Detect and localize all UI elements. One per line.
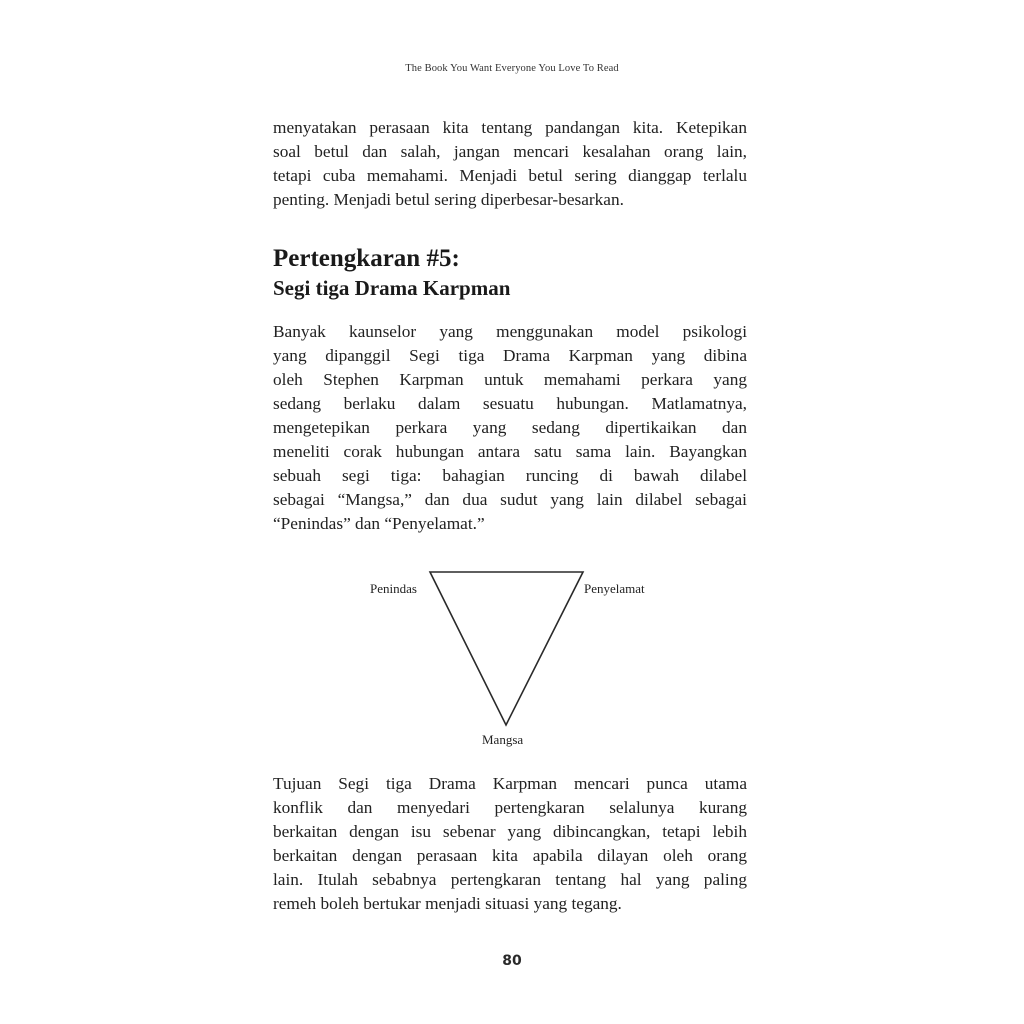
text-line: Tujuan Segi tiga Drama Karpman mencari punca utama <box>273 774 747 793</box>
text-line: sebagai “Mangsa,” dan dua sudut yang lain dilabel sebagai <box>273 490 747 509</box>
paragraph-purpose <box>273 772 747 916</box>
label-mangsa: Mangsa <box>482 732 524 747</box>
inverted-triangle <box>430 572 583 725</box>
text-line: berkaitan dengan perasaan kita apabila dilayan oleh orang <box>273 846 747 865</box>
paragraph-karpman-description <box>273 320 747 536</box>
text-line: lain. Itulah sebabnya pertengkaran tentang hal yang paling <box>273 870 747 889</box>
text-line: oleh Stephen Karpman untuk memahami perkara yang <box>273 370 747 389</box>
label-penyelamat: Penyelamat <box>584 581 645 596</box>
section-title: Pertengkaran #5: <box>273 245 460 272</box>
section-subtitle: Segi tiga Drama Karpman <box>273 276 511 300</box>
running-header: The Book You Want Everyone You Love To Read <box>405 63 619 74</box>
text-line: menyatakan perasaan kita tentang pandangan kita. Ketepikan <box>273 118 747 137</box>
paragraph-intro <box>273 116 747 212</box>
text-line: remeh boleh bertukar menjadi situasi yang tegang. <box>273 894 622 913</box>
text-line: tetapi cuba memahami. Menjadi betul sering dianggap terlalu <box>273 166 747 185</box>
text-line: penting. Menjadi betul sering diperbesar-besarkan. <box>273 190 624 209</box>
page-number: 80 <box>502 953 522 969</box>
text-line: meneliti corak hubungan antara satu sama lain. Bayangkan <box>273 442 747 461</box>
text-line: konflik dan menyedari pertengkaran selalunya kurang <box>273 798 747 817</box>
text-line: sedang berlaku dalam sesuatu hubungan. Matlamatnya, <box>273 394 747 413</box>
text-line: soal betul dan salah, jangan mencari kesalahan orang lain, <box>273 142 747 161</box>
karpman-triangle-diagram <box>360 560 670 760</box>
text-line: berkaitan dengan isu sebenar yang dibincangkan, tetapi lebih <box>273 822 747 841</box>
text-line: “Penindas” dan “Penyelamat.” <box>273 514 485 533</box>
label-penindas: Penindas <box>370 581 417 596</box>
text-line: Banyak kaunselor yang menggunakan model psikologi <box>273 322 747 341</box>
text-line: yang dipanggil Segi tiga Drama Karpman yang dibina <box>273 346 747 365</box>
text-line: mengetepikan perkara yang sedang dipertikaikan dan <box>273 418 747 437</box>
text-line: sebuah segi tiga: bahagian runcing di bawah dilabel <box>273 466 747 485</box>
